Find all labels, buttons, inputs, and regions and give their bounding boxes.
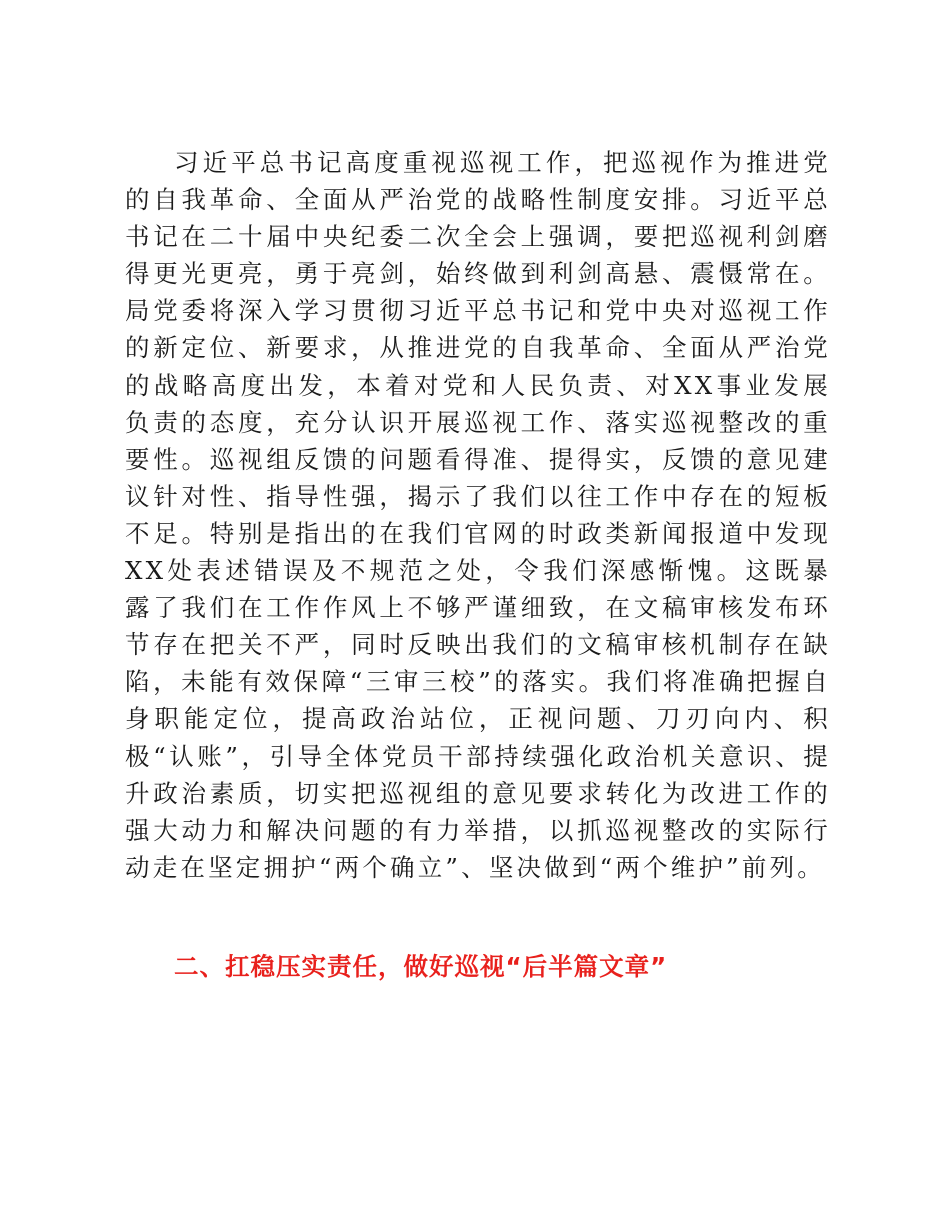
body-paragraph: 习近平总书记高度重视巡视工作，把巡视作为推进党的自我革命、全面从严治党的战略性制度安排。习近平总书记在二十届中央纪委二次全会上强调，要把巡视利剑磨得更光更亮，勇于亮剑，始终做到利剑高悬、震慑常在。局党委将深入学习贯彻习近平总书记和党中央对巡视工作的新定位、新要求，从推进党的自我革命、全面从严治党的战略高度出发，本着对党和人民负责、对XX事业发展负责的态度，充分认识开展巡视工作、落实巡视整改的重要性。巡视组反馈的问题看得准、提得实，反馈的意见建议针对性、指导性强，揭示了我们以往工作中存在的短板不足。特别是指出的在我们官网的时政类新闻报道中发现XX处表述错误及不规范之处，令我们深感惭愧。这既暴露了我们在工作作风上不够严谨细致，在文稿审核发布环节存在把关不严，同时反映出我们的文稿审核机制存在缺陷，未能有效保障“三审三校”的落实。我们将准确把握自身职能定位，提高政治站位，正视问题、刀刃向内、积极“认账”，引导全体党员干部持续强化政治机关意识、提升政治素质，切实把巡视组的意见要求转化为改进工作的强大动力和解决问题的有力举措，以抓巡视整改的实际行动走在坚定拥护“两个确立”、坚决做到“两个维护”前列。 [125,148,831,882]
section-heading: 二、扛稳压实责任，做好巡视“后半篇文章” [174,952,668,981]
